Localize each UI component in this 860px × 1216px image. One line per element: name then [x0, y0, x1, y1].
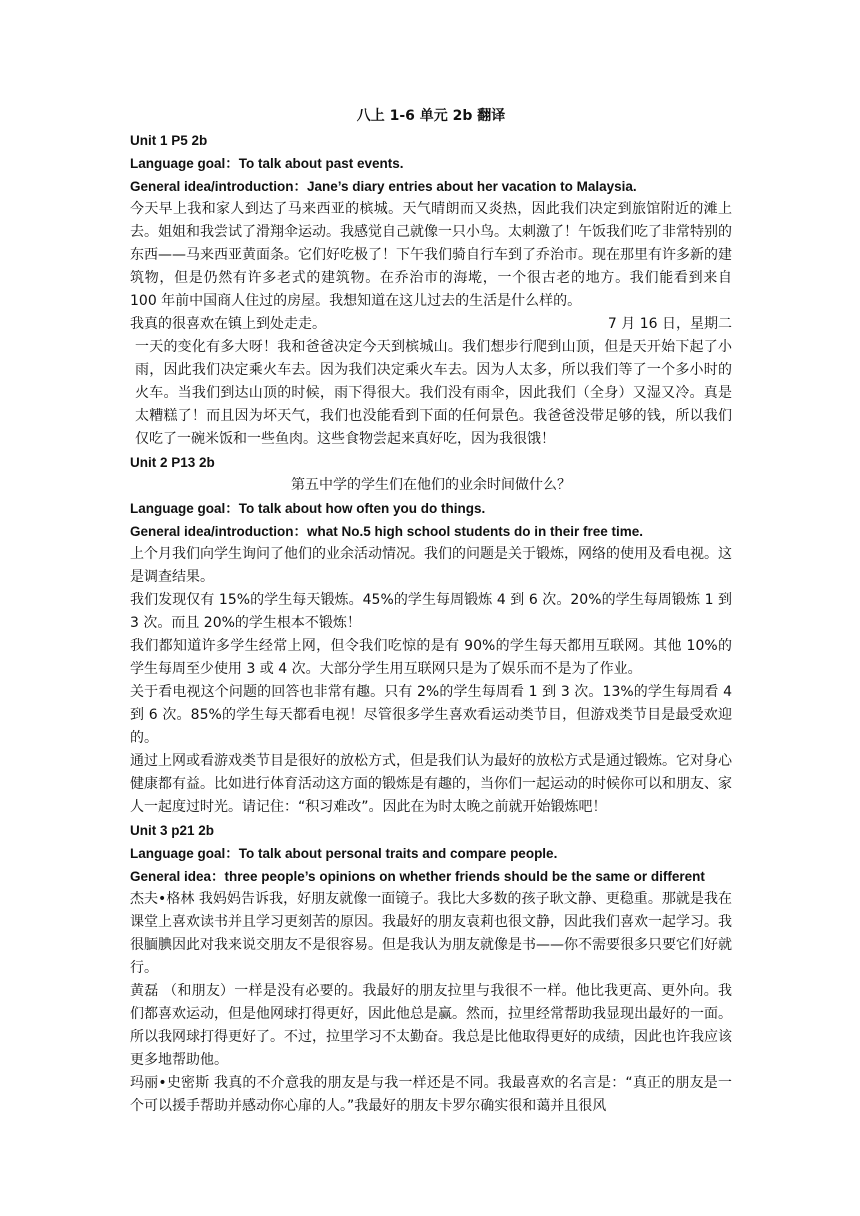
- unit2-paragraph-3: 我们都知道许多学生经常上网，但令我们吃惊的是有 90%的学生每天都用互联网。其他 10%的学生每周至少使用 3 或 4 次。大部分学生用互联网只是为了娱乐而不是为了作业。: [130, 638, 732, 677]
- unit2-paragraph-5: 通过上网或看游戏类节目是很好的放松方式，但是我们认为最好的放松方式是通过锻炼。它对身心健康都有益。比如进行体育活动这方面的锻炼是有趣的，当你们一起运动的时候你可以和朋友、家人一起度过时光。请记住：“积习难改”。因此在为时太晚之前就开始锻炼吧！: [130, 753, 732, 815]
- unit2-general-idea: General idea/introduction：what No.5 high school students do in their free time.: [130, 524, 644, 539]
- unit2-language-goal: Language goal：To talk about how often you do things.: [130, 501, 486, 516]
- unit1-language-goal: Language goal：To talk about past events.: [130, 156, 404, 171]
- unit1-paragraph-1-end: 我真的很喜欢在镇上到处走走。: [130, 316, 326, 332]
- diary-date: 7 月 16 日，星期二: [607, 316, 732, 332]
- document-page: [130, 103, 732, 1118]
- unit1-paragraph-1: 今天早上我和家人到达了马来西亚的槟城。天气晴朗而又炎热，因此我们决定到旅馆附近的滩上去。姐姐和我尝试了滑翔伞运动。我感觉自己就像一只小鸟。太刺激了！午饭我们吃了非常特别的东西——马来西亚黄面条。它们好吃极了！下午我们骑自行车到了乔治市。现在那里有许多新的建筑物，但是仍然有许多老式的建筑物。在乔治市的海墘，一个很古老的地方。我们能看到来自 100 年前中国商人住过的房屋。我想知道在这儿过去的生活是什么样的。: [130, 201, 732, 309]
- unit3-paragraph-2: 黄磊 （和朋友）一样是没有必要的。我最好的朋友拉里与我很不一样。他比我更高、更外向。我们都喜欢运动，但是他网球打得更好，因此他总是赢。然而，拉里经常帮助我显现出最好的一面。所以我网球打得更好了。不过，拉里学习不太勤奋。我总是比他取得更好的成绩，因此也许我应该更多地帮助他。: [130, 983, 732, 1068]
- unit1-paragraph-2: 一天的变化有多大呀！我和爸爸决定今天到槟城山。我们想步行爬到山顶，但是天开始下起了小雨，因此我们决定乘火车去。因为我们决定乘火车去。因为人太多，所以我们等了一个多小时的火车。当我们到达山顶的时候，雨下得很大。我们没有雨伞，因此我们（全身）又湿又冷。真是太糟糕了！而且因为坏天气，我们也没能看到下面的任何景色。我爸爸没带足够的钱，所以我们仅吃了一碗米饭和一些鱼肉。这些食物尝起来真好吃，因为我很饿！: [135, 339, 732, 447]
- unit2-article-title: 第五中学的学生们在他们的业余时间做什么？: [291, 477, 571, 493]
- unit3-heading: Unit 3 p21 2b: [130, 823, 215, 838]
- unit1-general-idea: General idea/introduction：Jane’s diary entries about her vacation to Malaysia.: [130, 179, 637, 194]
- unit2-paragraph-2: 我们发现仅有 15%的学生每天锻炼。45%的学生每周锻炼 4 到 6 次。20%的学生每周锻炼 1 到 3 次。而且 20%的学生根本不锻炼！: [130, 592, 732, 631]
- unit3-general-idea: General idea：three people’s opinions on whether friends should be the same or different: [130, 869, 705, 884]
- unit2-paragraph-4: 关于看电视这个问题的回答也非常有趣。只有 2%的学生每周看 1 到 3 次。13%的学生每周看 4 到 6 次。85%的学生每天都看电视！尽管很多学生喜欢看运动类节目，但游戏类节目是最受欢迎的。: [130, 684, 732, 746]
- unit3-language-goal: Language goal：To talk about personal traits and compare people.: [130, 846, 558, 861]
- unit2-heading: Unit 2 P13 2b: [130, 455, 215, 470]
- unit2-paragraph-1: 上个月我们向学生询问了他们的业余活动情况。我们的问题是关于锻炼，网络的使用及看电视。这是调查结果。: [130, 546, 732, 585]
- unit3-paragraph-1: 杰夫•格林 我妈妈告诉我，好朋友就像一面镜子。我比大多数的孩子耿文静、更稳重。那就是我在课堂上喜欢读书并且学习更刻苦的原因。我最好的朋友袁莉也很文静，因此我们喜欢一起学习。我很腼腆因此对我来说交朋友不是很容易。但是我认为朋友就像是书——你不需要很多只要它们好就行。: [130, 891, 732, 976]
- unit3-paragraph-3: 玛丽•史密斯 我真的不介意我的朋友是与我一样还是不同。我最喜欢的名言是：“真正的朋友是一个可以援手帮助并感动你心扉的人。”我最好的朋友卡罗尔确实很和蔼并且很风: [130, 1075, 732, 1114]
- unit1-diary-date-line: [130, 313, 732, 336]
- document-title: 八上 1-6 单元 2b 翻译: [356, 108, 506, 124]
- unit1-heading: Unit 1 P5 2b: [130, 133, 208, 148]
